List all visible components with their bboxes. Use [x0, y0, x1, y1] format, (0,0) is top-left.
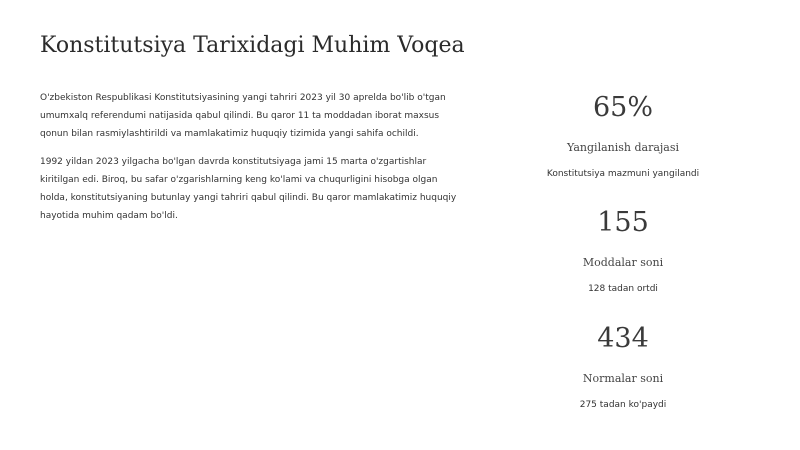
stat-label: Normalar soni — [582, 372, 664, 385]
paragraph-1: O'zbekiston Respublikasi Konstitutsiyasining yangi tahriri 2023 yil 30 aprelda bo'lib o'tgan umumxalq referendumi natijasida qabul qilindi. Bu qaror 11 ta moddadan iborat maxsus qonun bilan rasmiylashtirildi va mamlakatimiz huquqiy tizimida yangi sahifa ochildi. — [40, 93, 446, 139]
stat-note: 128 tadan ortdi — [588, 284, 658, 294]
page-title: Konstitutsiya Tarixidagi Muhim Voqea — [40, 33, 465, 58]
stat-note: 275 tadan ko'paydi — [579, 400, 667, 410]
stat-label: Yangilanish darajasi — [566, 141, 680, 154]
paragraph-2: 1992 yildan 2023 yilgacha bo'lgan davrda konstitutsiyaga jami 15 marta o'zgartishlar kiritilgan edi. Biroq, bu safar o'zgarishlarning keng ko'lami va chuqurligini hisobga olgan holda, konstitutsiyaning butunlay yangi tahriri qabul qilindi. Bu qaror mamlakatimiz huquqiy hayotida muhim qadam bo'ldi. — [40, 157, 457, 221]
stat-update-level — [518, 90, 728, 180]
body-text — [40, 89, 465, 235]
stat-value: 65% — [592, 92, 653, 123]
stat-label: Moddalar soni — [582, 256, 664, 269]
stat-norms-count — [518, 321, 728, 411]
stat-value: 155 — [597, 207, 649, 238]
stat-articles-count — [518, 205, 728, 295]
stat-value: 434 — [597, 323, 649, 354]
stat-note: Konstitutsiya mazmuni yangilandi — [546, 169, 700, 179]
